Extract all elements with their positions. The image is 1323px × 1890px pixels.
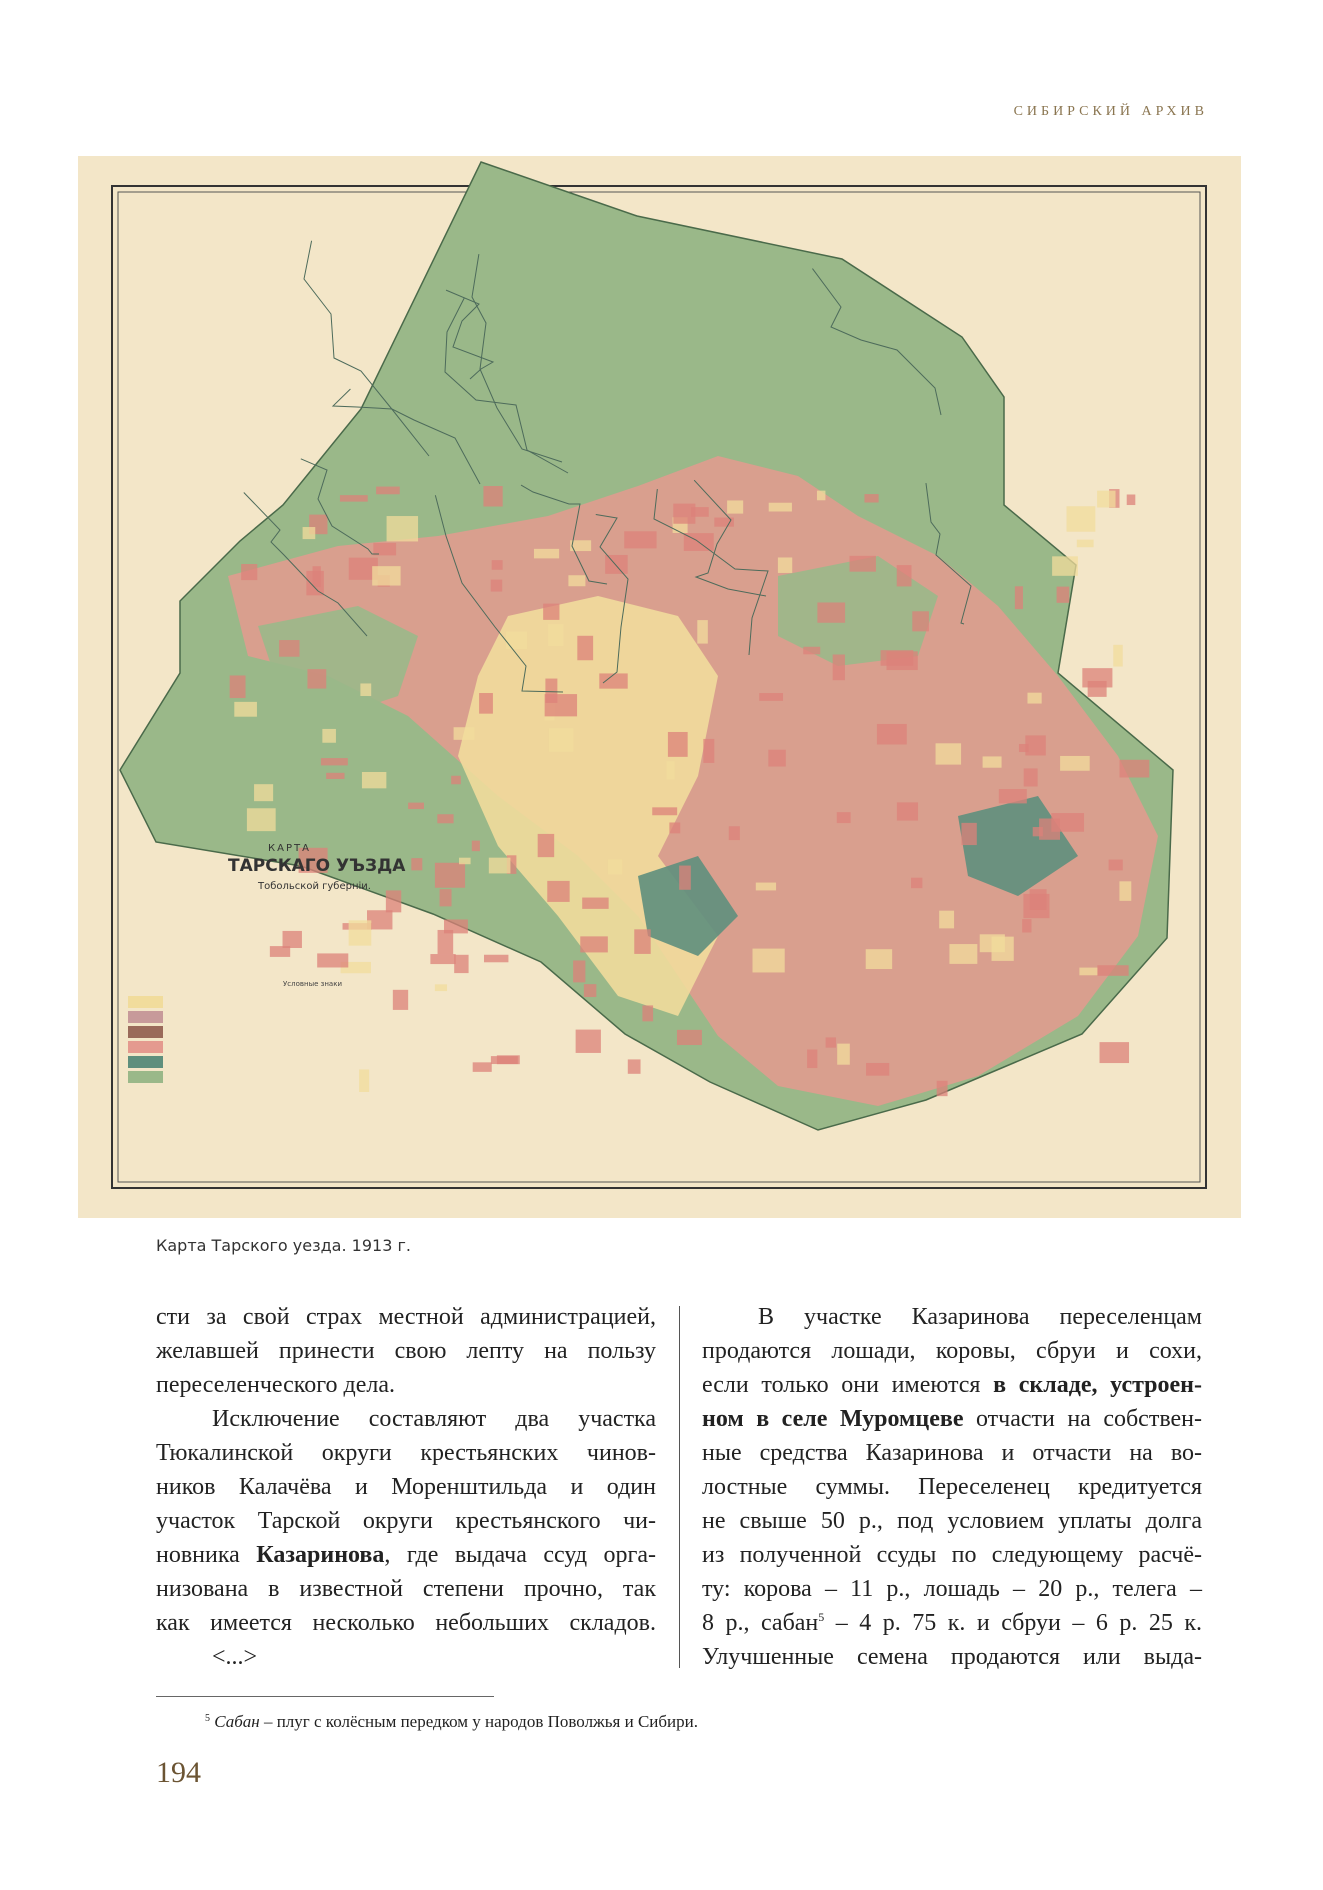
text-line [702, 1572, 1202, 1606]
map-patch [634, 929, 650, 954]
map-patch [386, 890, 401, 912]
map-patch [727, 500, 743, 513]
map-patch [372, 566, 400, 585]
map-patch [1100, 1042, 1130, 1063]
map-patch [1057, 587, 1070, 603]
map-patch [624, 531, 656, 548]
text-segment: из полученной ссуды по следующему расчё- [702, 1542, 1202, 1568]
text-segment: желавшей принести свою лепту на пользу [156, 1338, 656, 1364]
footnote-ref: 5 [818, 1610, 825, 1624]
map-patch [826, 1037, 836, 1047]
text-line [702, 1402, 1202, 1436]
text-segment: переселенческого дела. [156, 1372, 395, 1398]
map-patch [677, 1030, 702, 1045]
map-patch [673, 504, 695, 524]
text-line [156, 1300, 656, 1334]
map-patch [679, 866, 691, 890]
map-patch [1022, 919, 1031, 932]
text-line [156, 1470, 656, 1504]
text-line [156, 1368, 656, 1402]
map-patch [980, 934, 1005, 952]
text-segment: , где выдача ссуд орга- [384, 1542, 656, 1568]
map-patch [714, 518, 734, 527]
text-segment: отчасти на собствен- [963, 1406, 1202, 1432]
text-segment: продаются лошади, коровы, сбруи и сохи, [702, 1338, 1202, 1364]
map-patch [1097, 491, 1115, 508]
map-patch [1109, 860, 1123, 871]
text-line [702, 1368, 1202, 1402]
map-patch [473, 1062, 492, 1072]
map-patch [1060, 756, 1090, 771]
map-patch [1097, 965, 1128, 976]
map-patch [605, 555, 627, 574]
map-patch [538, 834, 555, 857]
text-line [156, 1334, 656, 1368]
map-patch [322, 729, 336, 743]
map-patch [435, 863, 465, 888]
text-segment: В участке Казаринова переселенцам [758, 1304, 1202, 1330]
text-line [156, 1504, 656, 1538]
map-subtitle: Тобольской губерніи. [258, 881, 371, 892]
map-patch [492, 560, 503, 570]
map-patch [360, 683, 371, 696]
text-line [702, 1504, 1202, 1538]
text-line [702, 1300, 1202, 1334]
map-patch [270, 946, 290, 957]
map-patch [1079, 968, 1097, 976]
text-line [156, 1538, 656, 1572]
map-patch [961, 823, 976, 845]
footnote-number: 5 [205, 1713, 210, 1724]
right-text-column [702, 1300, 1202, 1674]
map-patch [543, 604, 559, 620]
map-patch [408, 803, 424, 809]
text-segment: ные средства Казаринова и отчасти на во- [702, 1440, 1202, 1466]
map-patch [411, 858, 422, 870]
footnote-text: – плуг с колёсным передком у народов Поволжья и Сибири. [259, 1712, 698, 1731]
map-patch [472, 841, 480, 852]
text-segment: новника [156, 1542, 257, 1568]
map-patch [444, 919, 468, 933]
map-patch [451, 776, 461, 784]
map-patch [729, 826, 740, 840]
map-patch [753, 949, 785, 973]
map-title-main: ТАРСКАГО УЪЗДА [228, 856, 406, 876]
map-patch [703, 739, 714, 763]
map-patch [317, 953, 348, 967]
text-segment: 8 р., сабан [702, 1610, 819, 1636]
map-patch [1120, 760, 1150, 778]
map-patch [547, 881, 569, 902]
map-patch [756, 883, 776, 891]
text-line [702, 1640, 1202, 1674]
map-patch [545, 694, 577, 716]
bold-text: Казаринова [256, 1542, 385, 1568]
map-patch [362, 772, 386, 788]
map-patch [459, 858, 471, 865]
text-line [156, 1606, 656, 1640]
text-segment: участок Тарской округи крестьянского чи- [156, 1508, 656, 1534]
map-patch [1023, 894, 1049, 918]
map-patch [247, 808, 276, 831]
map-patch [435, 984, 447, 991]
map-patch [454, 955, 468, 973]
text-segment: как имеется несколько небольших складов. [156, 1610, 656, 1636]
map-patch [576, 1030, 601, 1053]
map-patch [1067, 506, 1096, 531]
map-patch [580, 936, 608, 952]
text-line [156, 1572, 656, 1606]
map-patch [759, 693, 783, 701]
map-patch [283, 931, 302, 948]
map-patch [668, 732, 688, 757]
left-text-column [156, 1300, 656, 1674]
map-patch [666, 761, 674, 779]
map-patch [491, 580, 503, 592]
page-number: 194 [156, 1756, 201, 1789]
text-line [702, 1470, 1202, 1504]
map-patch [484, 955, 508, 963]
map-patch [642, 1005, 653, 1021]
map-patch [866, 1063, 889, 1076]
map-patch [376, 487, 400, 495]
map-caption: Карта Тарского уезда. 1913 г. [156, 1236, 411, 1255]
map-patch [837, 1044, 850, 1065]
footnote-rule [156, 1696, 494, 1697]
map-patch [939, 911, 954, 929]
map-patch [534, 549, 559, 559]
map-patch [1113, 645, 1122, 667]
text-segment: ту: корова – 11 р., лошадь – 20 р., телега – [702, 1576, 1202, 1602]
map-patch [877, 724, 907, 745]
text-segment: сти за свой страх местной администрацией, [156, 1304, 656, 1330]
text-line [702, 1538, 1202, 1572]
map-patch [850, 556, 876, 572]
map-patch [506, 632, 527, 649]
text-line [702, 1606, 1202, 1640]
map-patch [1015, 586, 1023, 609]
map-patch [1052, 556, 1078, 575]
map-patch [864, 494, 878, 502]
map-patch [833, 654, 845, 680]
map-patch [1127, 495, 1136, 506]
map-title-small: КАРТА [268, 843, 311, 854]
map-patch [437, 814, 453, 823]
map-patch [489, 858, 511, 874]
map-patch [769, 503, 792, 512]
map-patch [937, 1081, 948, 1096]
text-segment: Исключение составляют два участка [212, 1406, 656, 1432]
map-patch [949, 944, 977, 964]
bold-text: ном в селе Муромцеве [702, 1406, 964, 1432]
map-patch [866, 949, 892, 969]
map-patch [628, 1059, 641, 1073]
map-patch [483, 486, 502, 506]
text-segment: – 4 р. 75 к. и сбруи – 6 р. 25 к. [824, 1610, 1202, 1636]
map-patch [387, 516, 418, 541]
map-patch [983, 756, 1002, 767]
map-patch [697, 620, 708, 643]
map-patch [912, 611, 929, 631]
text-segment: лостные суммы. Переселенец кредитуется [702, 1474, 1202, 1500]
map-patch [349, 920, 372, 945]
text-line [702, 1436, 1202, 1470]
map-patch [768, 750, 785, 767]
footnote [205, 1712, 698, 1732]
column-divider [679, 1306, 680, 1668]
map-patch [1024, 768, 1038, 786]
text-line [156, 1402, 656, 1436]
map-patch [584, 984, 596, 997]
map-patch [359, 1069, 369, 1092]
map-patch [1019, 744, 1029, 752]
map-patch [303, 527, 316, 539]
footnote-term: Сабан [214, 1712, 260, 1731]
map-patch [454, 727, 475, 740]
map-patch [936, 743, 962, 764]
map-patch [313, 566, 321, 587]
map-patch [1119, 881, 1131, 901]
map-patch [897, 802, 918, 820]
map-patch [599, 673, 627, 688]
map-patch [911, 878, 922, 888]
map-patch [577, 636, 593, 660]
text-segment: низована в известной степени прочно, так [156, 1576, 656, 1602]
text-segment: Улучшенные семена продаются или выда- [702, 1644, 1202, 1670]
map-patch [669, 822, 680, 833]
map-patch [608, 859, 622, 874]
map-image [78, 156, 1241, 1218]
map-patch [573, 960, 585, 982]
map-patch [1039, 819, 1060, 840]
map-patch [438, 930, 454, 954]
map-patch [881, 650, 914, 666]
map-patch [807, 1049, 817, 1068]
map-patch [837, 812, 851, 823]
map-patch [817, 491, 825, 501]
map-patch [307, 669, 326, 688]
text-line [156, 1640, 656, 1674]
map-patch [582, 898, 608, 909]
map-patch [1082, 668, 1112, 687]
text-segment: не свыше 50 р., под условием уплаты долга [702, 1508, 1202, 1534]
map-patch [652, 807, 677, 815]
text-line [702, 1334, 1202, 1368]
map-patch [897, 565, 912, 586]
map-patch [999, 789, 1027, 803]
map-patch [491, 1056, 518, 1064]
map-patch [393, 990, 408, 1010]
map-patch [321, 758, 348, 765]
map-patch [279, 640, 299, 657]
map-patch [549, 728, 573, 751]
text-segment: если только они имеются [702, 1372, 994, 1398]
map-patch [568, 575, 585, 586]
map-patch [430, 954, 455, 964]
map-patch [254, 784, 273, 801]
map-patch [479, 693, 493, 714]
text-segment: Тюкалинской округи крестьянских чинов- [156, 1440, 656, 1466]
map-patch [1077, 540, 1094, 548]
bold-text: в складе, устроен- [993, 1372, 1202, 1398]
text-segment: ников Калачёва и Моренштильда и один [156, 1474, 656, 1500]
map-patch [440, 889, 452, 906]
text-line [156, 1436, 656, 1470]
map-patch [803, 647, 820, 655]
map-patch [817, 602, 845, 622]
text-segment: <...> [212, 1644, 258, 1670]
map-patch [234, 702, 257, 717]
map-patch [778, 557, 792, 572]
map-patch [1027, 693, 1041, 704]
map-patch [548, 624, 563, 646]
map-patch [326, 773, 344, 779]
map-patch [340, 495, 368, 501]
running-title: СИБИРСКИЙ АРХИВ [1013, 104, 1208, 119]
map-patch [241, 564, 257, 580]
map-legend-title: Условные знаки [283, 980, 342, 988]
map-patch [230, 675, 246, 698]
